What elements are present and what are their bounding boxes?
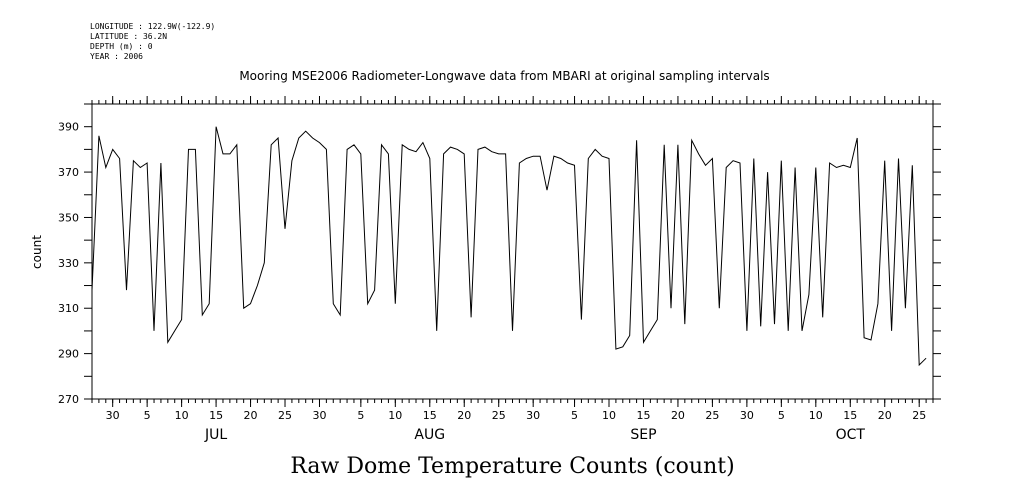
chart-title: Mooring MSE2006 Radiometer-Longwave data from MBARI at original sampling intervals bbox=[239, 69, 770, 83]
x-tick-label: 10 bbox=[388, 409, 403, 422]
x-tick-label: 25 bbox=[491, 409, 506, 422]
x-tick-label: 25 bbox=[278, 409, 293, 422]
x-tick-label: 20 bbox=[243, 409, 258, 422]
x-tick-label: 5 bbox=[777, 409, 785, 422]
series-layer bbox=[92, 127, 926, 365]
x-tick-label: 25 bbox=[912, 409, 927, 422]
x-tick-label: 5 bbox=[357, 409, 365, 422]
year-label: YEAR : 2006 bbox=[90, 52, 143, 61]
y-tick-label: 270 bbox=[58, 393, 79, 406]
x-tick-label: 30 bbox=[105, 409, 120, 422]
x-tick-label: 20 bbox=[877, 409, 892, 422]
y-tick-label: 330 bbox=[58, 256, 79, 270]
x-tick-label: 10 bbox=[174, 409, 189, 422]
month-label: AUG bbox=[414, 427, 446, 443]
y-tick-label: 310 bbox=[58, 302, 79, 316]
plot-frame bbox=[92, 104, 933, 399]
x-tick-label: 10 bbox=[602, 409, 617, 422]
series-line bbox=[92, 127, 926, 365]
x-tick-label: 20 bbox=[670, 409, 685, 422]
longitude-label: LONGITUDE : 122.9W(-122.9) bbox=[90, 22, 216, 31]
depth-label: DEPTH (m) : 0 bbox=[90, 42, 153, 51]
x-tick-label: 15 bbox=[636, 409, 651, 422]
x-tick-label: 5 bbox=[571, 409, 579, 422]
month-label: OCT bbox=[835, 427, 865, 443]
latitude-label: LATITUDE : 36.2N bbox=[90, 32, 168, 41]
x-tick-label: 20 bbox=[457, 409, 472, 422]
y-tick-label: 390 bbox=[58, 120, 79, 134]
x-tick-label: 15 bbox=[843, 409, 858, 422]
month-label: JUL bbox=[204, 427, 228, 443]
x-tick-label: 15 bbox=[209, 409, 224, 422]
y-tick-label: 350 bbox=[58, 211, 79, 225]
x-tick-label: 30 bbox=[739, 409, 754, 422]
month-label: SEP bbox=[630, 427, 657, 443]
axes bbox=[58, 96, 941, 443]
x-tick-label: 5 bbox=[143, 409, 151, 422]
y-tick-label: 290 bbox=[58, 347, 79, 361]
x-axis-caption: Raw Dome Temperature Counts (count) bbox=[290, 454, 735, 479]
x-tick-label: 25 bbox=[705, 409, 720, 422]
x-tick-label: 15 bbox=[422, 409, 437, 422]
x-tick-label: 10 bbox=[808, 409, 823, 422]
x-tick-label: 30 bbox=[526, 409, 541, 422]
x-tick-label: 30 bbox=[312, 409, 327, 422]
y-axis-label: count bbox=[30, 235, 44, 269]
y-tick-label: 370 bbox=[58, 166, 79, 180]
